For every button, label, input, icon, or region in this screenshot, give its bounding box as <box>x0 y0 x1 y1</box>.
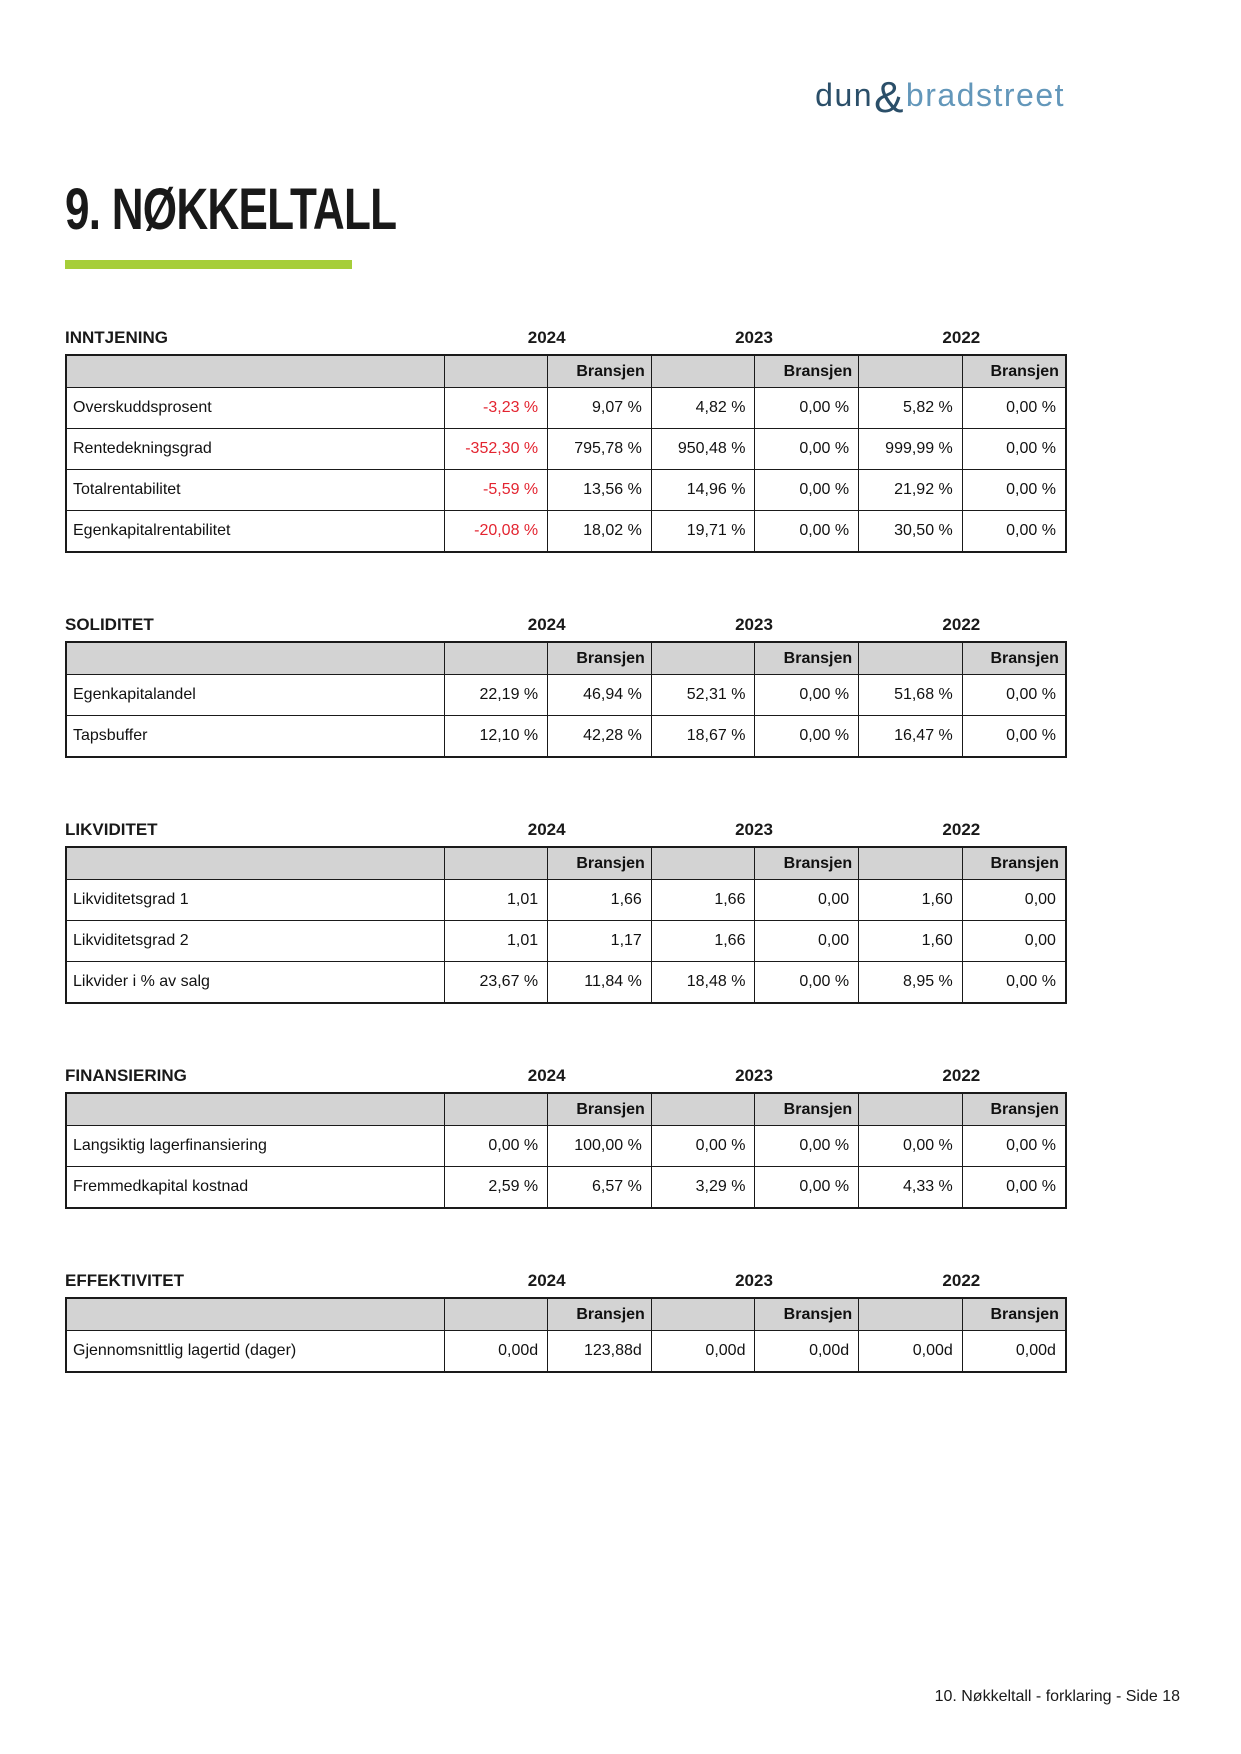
value-cell: 0,00d <box>962 1331 1066 1373</box>
value-cell: 1,01 <box>444 880 548 921</box>
empty-header-cell <box>444 355 548 388</box>
kpi-table-inntjening <box>65 354 1067 553</box>
dun-and-bradstreet-logo <box>815 73 1065 122</box>
value-cell: 0,00 % <box>755 716 859 758</box>
year-label: 2023 <box>735 1271 773 1290</box>
value-cell: 18,67 % <box>651 716 755 758</box>
empty-header-cell <box>651 355 755 388</box>
kpi-table-effektivitet <box>65 1297 1067 1373</box>
bransjen-column-header: Bransjen <box>962 355 1066 388</box>
logo-text-bradstreet: bradstreet <box>905 77 1065 113</box>
empty-header-cell <box>444 642 548 675</box>
row-label: Tapsbuffer <box>66 716 444 758</box>
value-cell: 3,29 % <box>651 1167 755 1209</box>
year-label: 2022 <box>942 328 981 347</box>
empty-header-cell <box>66 642 444 675</box>
empty-header-cell <box>651 1298 755 1331</box>
value-cell: 22,19 % <box>444 675 548 716</box>
year-label: 2022 <box>942 615 981 634</box>
empty-header-cell <box>66 355 444 388</box>
value-cell: 0,00 % <box>755 675 859 716</box>
table-header-row <box>66 847 1066 880</box>
value-cell: 0,00 <box>962 880 1066 921</box>
section-header-row <box>65 326 1065 348</box>
value-cell: 8,95 % <box>859 962 963 1004</box>
table-row <box>66 1331 1066 1373</box>
empty-header-cell <box>859 847 963 880</box>
section-soliditet <box>65 613 1065 758</box>
page-title: 9. NØKKELTALL <box>65 177 397 242</box>
section-title: INNTJENING <box>65 328 168 347</box>
value-cell: 11,84 % <box>548 962 652 1004</box>
bransjen-column-header: Bransjen <box>755 1093 859 1126</box>
empty-header-cell <box>444 1093 548 1126</box>
table-header-row <box>66 1093 1066 1126</box>
value-cell: 0,00 % <box>755 962 859 1004</box>
value-cell: -20,08 % <box>444 511 548 553</box>
row-label: Totalrentabilitet <box>66 470 444 511</box>
kpi-tables-container <box>65 326 1065 1433</box>
row-label: Rentedekningsgrad <box>66 429 444 470</box>
value-cell: 0,00d <box>651 1331 755 1373</box>
value-cell: 0,00 <box>962 921 1066 962</box>
value-cell: 0,00 <box>755 921 859 962</box>
value-cell: 0,00 % <box>859 1126 963 1167</box>
value-cell: 0,00 % <box>962 511 1066 553</box>
table-row <box>66 716 1066 758</box>
year-label: 2024 <box>527 328 566 347</box>
value-cell: 23,67 % <box>444 962 548 1004</box>
empty-header-cell <box>444 847 548 880</box>
bransjen-column-header: Bransjen <box>548 847 652 880</box>
bransjen-column-header: Bransjen <box>755 355 859 388</box>
year-label: 2024 <box>527 1271 566 1290</box>
value-cell: 18,48 % <box>651 962 755 1004</box>
table-row <box>66 388 1066 429</box>
empty-header-cell <box>651 1093 755 1126</box>
kpi-table-finansiering <box>65 1092 1067 1209</box>
row-label: Likvider i % av salg <box>66 962 444 1004</box>
year-label: 2023 <box>735 1066 773 1085</box>
value-cell: 0,00 % <box>755 511 859 553</box>
bransjen-column-header: Bransjen <box>548 1093 652 1126</box>
table-header-row <box>66 642 1066 675</box>
value-cell: 1,01 <box>444 921 548 962</box>
value-cell: 1,66 <box>548 880 652 921</box>
value-cell: 4,82 % <box>651 388 755 429</box>
value-cell: 1,60 <box>859 880 963 921</box>
title-accent-bar <box>65 260 352 269</box>
year-label: 2022 <box>942 1271 981 1290</box>
value-cell: 18,02 % <box>548 511 652 553</box>
bransjen-column-header: Bransjen <box>548 1298 652 1331</box>
year-label: 2022 <box>942 1066 981 1085</box>
value-cell: 1,17 <box>548 921 652 962</box>
value-cell: 1,66 <box>651 880 755 921</box>
value-cell: 9,07 % <box>548 388 652 429</box>
value-cell: 0,00 % <box>755 429 859 470</box>
table-row <box>66 962 1066 1004</box>
table-header-row <box>66 355 1066 388</box>
value-cell: 0,00 % <box>962 470 1066 511</box>
value-cell: 0,00 % <box>651 1126 755 1167</box>
value-cell: 0,00 % <box>962 429 1066 470</box>
row-label: Langsiktig lagerfinansiering <box>66 1126 444 1167</box>
table-row <box>66 470 1066 511</box>
section-inntjening <box>65 326 1065 553</box>
value-cell: -352,30 % <box>444 429 548 470</box>
value-cell: 13,56 % <box>548 470 652 511</box>
section-effektivitet <box>65 1269 1065 1373</box>
empty-header-cell <box>859 1298 963 1331</box>
year-label: 2023 <box>735 328 773 347</box>
value-cell: 14,96 % <box>651 470 755 511</box>
logo-ampersand-icon: & <box>874 73 905 122</box>
value-cell: 2,59 % <box>444 1167 548 1209</box>
value-cell: 16,47 % <box>859 716 963 758</box>
section-likviditet <box>65 818 1065 1004</box>
row-label: Overskuddsprosent <box>66 388 444 429</box>
bransjen-column-header: Bransjen <box>962 642 1066 675</box>
year-label: 2024 <box>527 1066 566 1085</box>
value-cell: 30,50 % <box>859 511 963 553</box>
empty-header-cell <box>444 1298 548 1331</box>
value-cell: 19,71 % <box>651 511 755 553</box>
section-title: FINANSIERING <box>65 1066 187 1085</box>
kpi-table-likviditet <box>65 846 1067 1004</box>
value-cell: -5,59 % <box>444 470 548 511</box>
value-cell: 42,28 % <box>548 716 652 758</box>
value-cell: 100,00 % <box>548 1126 652 1167</box>
bransjen-column-header: Bransjen <box>962 1093 1066 1126</box>
year-label: 2022 <box>942 820 981 839</box>
value-cell: 0,00 % <box>962 388 1066 429</box>
value-cell: 52,31 % <box>651 675 755 716</box>
logo-text-dun: dun <box>815 77 874 113</box>
value-cell: 1,66 <box>651 921 755 962</box>
value-cell: 5,82 % <box>859 388 963 429</box>
value-cell: 0,00 % <box>962 962 1066 1004</box>
empty-header-cell <box>859 355 963 388</box>
value-cell: 0,00 % <box>755 1167 859 1209</box>
year-label: 2024 <box>527 615 566 634</box>
value-cell: 21,92 % <box>859 470 963 511</box>
section-header-row <box>65 1269 1065 1291</box>
value-cell: 0,00 % <box>962 675 1066 716</box>
page-footer: 10. Nøkkeltall - forklaring - Side 18 <box>934 1688 1180 1705</box>
table-row <box>66 921 1066 962</box>
section-header-row <box>65 818 1065 840</box>
table-header-row <box>66 1298 1066 1331</box>
section-finansiering <box>65 1064 1065 1209</box>
row-label: Gjennomsnittlig lagertid (dager) <box>66 1331 444 1373</box>
table-row <box>66 1167 1066 1209</box>
bransjen-column-header: Bransjen <box>962 847 1066 880</box>
year-label: 2024 <box>527 820 566 839</box>
row-label: Likviditetsgrad 2 <box>66 921 444 962</box>
empty-header-cell <box>66 847 444 880</box>
row-label: Likviditetsgrad 1 <box>66 880 444 921</box>
section-title: LIKVIDITET <box>65 820 158 839</box>
bransjen-column-header: Bransjen <box>755 847 859 880</box>
bransjen-column-header: Bransjen <box>962 1298 1066 1331</box>
value-cell: 795,78 % <box>548 429 652 470</box>
row-label: Fremmedkapital kostnad <box>66 1167 444 1209</box>
table-row <box>66 429 1066 470</box>
value-cell: 0,00 % <box>962 716 1066 758</box>
kpi-table-soliditet <box>65 641 1067 758</box>
value-cell: 0,00 % <box>444 1126 548 1167</box>
section-header-row <box>65 1064 1065 1086</box>
value-cell: 0,00 % <box>962 1126 1066 1167</box>
bransjen-column-header: Bransjen <box>755 1298 859 1331</box>
section-header-row <box>65 613 1065 635</box>
row-label: Egenkapitalrentabilitet <box>66 511 444 553</box>
bransjen-column-header: Bransjen <box>548 642 652 675</box>
value-cell: 0,00 <box>755 880 859 921</box>
table-row <box>66 675 1066 716</box>
empty-header-cell <box>66 1093 444 1126</box>
value-cell: -3,23 % <box>444 388 548 429</box>
year-label: 2023 <box>735 615 773 634</box>
empty-header-cell <box>859 1093 963 1126</box>
table-row <box>66 511 1066 553</box>
value-cell: 0,00d <box>755 1331 859 1373</box>
table-row <box>66 1126 1066 1167</box>
value-cell: 0,00 % <box>755 470 859 511</box>
value-cell: 51,68 % <box>859 675 963 716</box>
value-cell: 6,57 % <box>548 1167 652 1209</box>
value-cell: 999,99 % <box>859 429 963 470</box>
empty-header-cell <box>651 642 755 675</box>
value-cell: 0,00d <box>444 1331 548 1373</box>
year-label: 2023 <box>735 820 773 839</box>
empty-header-cell <box>651 847 755 880</box>
value-cell: 950,48 % <box>651 429 755 470</box>
value-cell: 1,60 <box>859 921 963 962</box>
value-cell: 0,00 % <box>962 1167 1066 1209</box>
value-cell: 4,33 % <box>859 1167 963 1209</box>
value-cell: 0,00 % <box>755 388 859 429</box>
value-cell: 46,94 % <box>548 675 652 716</box>
section-title: EFFEKTIVITET <box>65 1271 184 1290</box>
value-cell: 12,10 % <box>444 716 548 758</box>
value-cell: 123,88d <box>548 1331 652 1373</box>
empty-header-cell <box>66 1298 444 1331</box>
value-cell: 0,00 % <box>755 1126 859 1167</box>
bransjen-column-header: Bransjen <box>548 355 652 388</box>
bransjen-column-header: Bransjen <box>755 642 859 675</box>
table-row <box>66 880 1066 921</box>
section-title: SOLIDITET <box>65 615 154 634</box>
empty-header-cell <box>859 642 963 675</box>
row-label: Egenkapitalandel <box>66 675 444 716</box>
value-cell: 0,00d <box>859 1331 963 1373</box>
